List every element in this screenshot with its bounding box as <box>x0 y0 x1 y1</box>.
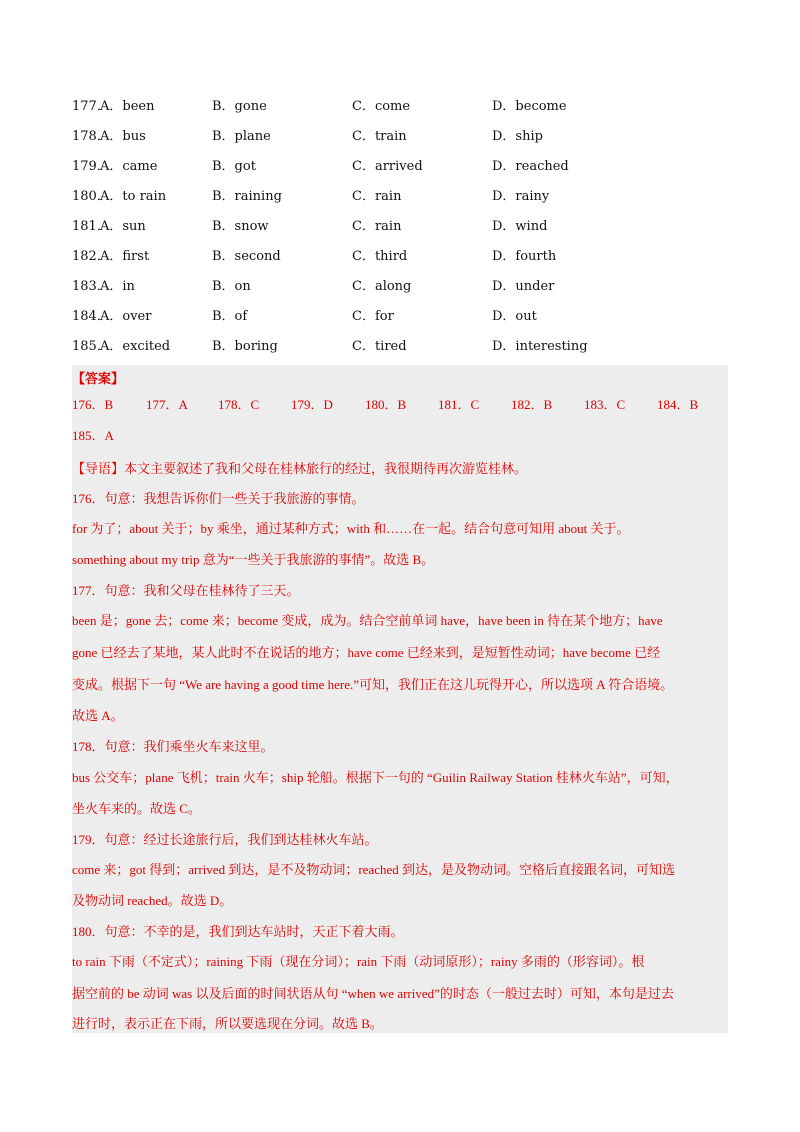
explanation-line: been 是；gone 去；come 来；become 变成，成为。结合空前单词 have，have been in 待在某个地方；have <box>72 613 663 628</box>
explanation-line: come 来；got 得到；arrived 到达，是不及物动词；reached 到达，是及物动词。空格后直接跟名词，可知选 <box>72 862 675 877</box>
option-a: A．came <box>100 159 158 174</box>
answer-key-row <box>72 395 728 415</box>
answer-key-item: 179．D <box>291 397 333 412</box>
guide-text: 【导语】本文主要叙述了我和父母在桂林旅行的经过，我很期待再次游览桂林。 <box>72 461 528 476</box>
option-c: C．along <box>352 279 412 294</box>
explanation-line: 176．句意：我想告诉你们一些关于我旅游的事情。 <box>72 491 365 506</box>
answer-heading: 【答案】 <box>72 371 125 386</box>
explanation-line: 及物动词 reached。故选 D。 <box>72 893 233 908</box>
option-a: A．been <box>100 99 155 114</box>
option-a: A．to rain <box>100 189 167 204</box>
answer-key-item: 180．B <box>365 397 407 412</box>
explanation-line: 变成。根据下一句 “We are having a good time here.”可知，我们正在这儿玩得开心，所以选项 A 符合语境。 <box>72 677 674 692</box>
option-d: D．wind <box>492 219 548 234</box>
question-number: 181． <box>72 219 110 234</box>
question-number: 185． <box>72 339 110 354</box>
option-a: A．bus <box>100 129 146 144</box>
option-d: D．interesting <box>492 339 588 354</box>
option-a: A．over <box>100 309 152 324</box>
option-c: C．arrived <box>352 159 423 174</box>
question-number: 180． <box>72 189 110 204</box>
option-d: D．rainy <box>492 189 550 204</box>
question-number: 183． <box>72 279 110 294</box>
explanation-line: 进行时，表示正在下雨，所以要选现在分词。故选 B。 <box>72 1016 383 1031</box>
option-d: D．under <box>492 279 555 294</box>
option-d: D．reached <box>492 159 569 174</box>
answer-key-item: 185．A <box>72 428 114 443</box>
option-b: B．of <box>212 309 248 324</box>
explanation-line: 179．句意：经过长途旅行后，我们到达桂林火车站。 <box>72 832 378 847</box>
option-c: C．train <box>352 129 407 144</box>
option-c: C．third <box>352 249 408 264</box>
question-number: 182． <box>72 249 110 264</box>
option-d: D．ship <box>492 129 543 144</box>
explanation-line: bus 公交车；plane 飞机；train 火车；ship 轮船。根据下一句的 “Guilin Railway Station 桂林火车站”，可知， <box>72 770 679 785</box>
option-b: B．snow <box>212 219 269 234</box>
option-b: B．boring <box>212 339 278 354</box>
option-c: C．for <box>352 309 394 324</box>
option-a: A．sun <box>100 219 146 234</box>
question-number: 178． <box>72 129 110 144</box>
option-c: C．come <box>352 99 411 114</box>
explanation-line: something about my trip 意为“一些关于我旅游的事情”。故选 B。 <box>72 552 435 567</box>
option-d: D．fourth <box>492 249 557 264</box>
explanation-line: 180．句意：不幸的是，我们到达车站时，天正下着大雨。 <box>72 924 404 939</box>
answer-key-item: 182．B <box>511 397 553 412</box>
answer-key-item: 178．C <box>218 397 260 412</box>
option-b: B．plane <box>212 129 271 144</box>
explanation-line: 178．句意：我们乘坐火车来这里。 <box>72 739 274 754</box>
explanation-line: 据空前的 be 动词 was 以及后面的时间状语从句 “when we arrived”的时态（一般过去时）可知，本句是过去 <box>72 986 674 1001</box>
explanation-line: 坐火车来的。故选 C。 <box>72 801 201 816</box>
answer-key-item: 177．A <box>146 397 188 412</box>
option-c: C．rain <box>352 219 402 234</box>
option-a: A．in <box>100 279 135 294</box>
option-d: D．become <box>492 99 567 114</box>
option-c: C．tired <box>352 339 407 354</box>
option-b: B．gone <box>212 99 267 114</box>
option-d: D．out <box>492 309 537 324</box>
option-a: A．first <box>100 249 150 264</box>
option-a: A．excited <box>100 339 171 354</box>
question-number: 177． <box>72 99 110 114</box>
option-b: B．second <box>212 249 281 264</box>
answer-key-item: 176．B <box>72 397 114 412</box>
explanation-line: 177．句意：我和父母在桂林待了三天。 <box>72 583 300 598</box>
answer-key-item: 184．B <box>657 397 699 412</box>
explanation-line: 故选 A。 <box>72 708 124 723</box>
question-number: 184． <box>72 309 110 324</box>
answer-key-item: 181．C <box>438 397 480 412</box>
option-c: C．rain <box>352 189 402 204</box>
answer-key-item: 183．C <box>584 397 626 412</box>
explanation-line: to rain 下雨（不定式）；raining 下雨（现在分词）；rain 下雨（动词原形）；rainy 多雨的（形容词）。根 <box>72 954 645 969</box>
question-number: 179． <box>72 159 110 174</box>
option-b: B．on <box>212 279 251 294</box>
answer-section <box>72 365 728 1033</box>
explanation-line: gone 已经去了某地，某人此时不在说话的地方；have come 已经来到，是短暂性动词；have become 已经 <box>72 645 661 660</box>
explanation-line: for 为了；about 关于；by 乘坐，通过某种方式；with 和……在一起。结合句意可知用 about 关于。 <box>72 521 630 536</box>
option-b: B．got <box>212 159 256 174</box>
option-b: B．raining <box>212 189 282 204</box>
